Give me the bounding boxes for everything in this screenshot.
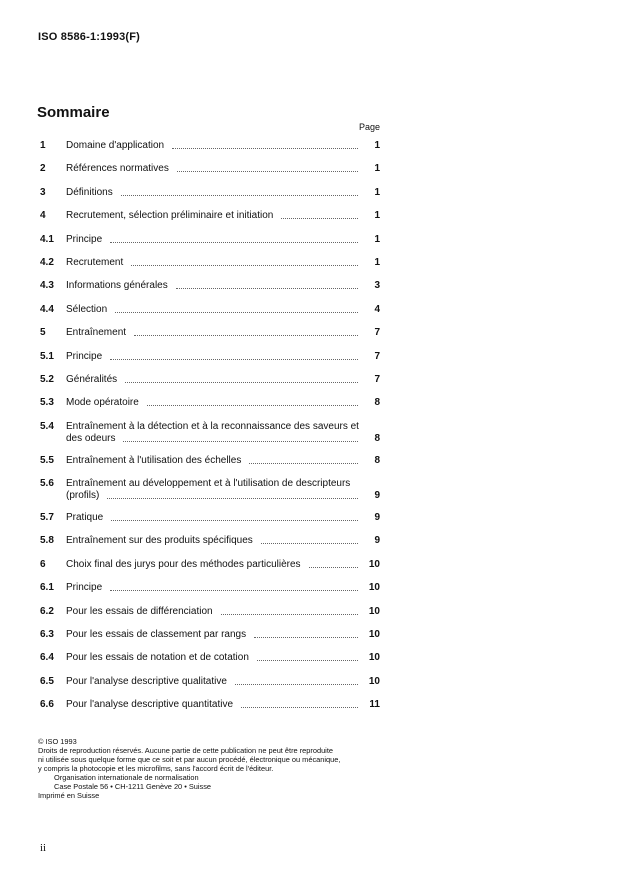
rights-line-3: y compris la photocopie et les microfilms, sans l'accord écrit de l'éditeur.: [38, 764, 274, 773]
toc-entry-page: 4: [374, 303, 380, 315]
toc-entry-number: 5.1: [40, 350, 54, 362]
toc-entry-page: 1: [374, 140, 380, 151]
toc-entry-page: 10: [368, 582, 380, 594]
dot-leader: [110, 242, 358, 243]
toc-entry: [40, 421, 380, 455]
toc-entry-page: 7: [374, 350, 380, 362]
toc-entry-page: 1: [374, 163, 380, 175]
copyright-footer: [38, 737, 388, 800]
toc-entry-number: 2: [40, 163, 46, 175]
toc-entry-title: Pour l'analyse descriptive qualitative: [66, 675, 227, 687]
toc-entry-number: 5.7: [40, 512, 54, 524]
dot-leader: [254, 637, 358, 638]
dot-leader: [121, 195, 358, 196]
toc-entry-page: 8: [374, 432, 380, 444]
dot-leader: [123, 441, 358, 442]
toc-entry-number: 5.8: [40, 535, 54, 547]
toc-entry-page: 1: [374, 256, 380, 268]
toc-entry-page: 8: [374, 454, 380, 466]
toc-entry-page: 10: [368, 629, 380, 641]
toc-entry-number: 5.4: [40, 420, 54, 432]
toc-entry-title: Entraînement à l'utilisation des échelles: [66, 454, 242, 466]
page-column-heading: Page: [358, 122, 380, 132]
toc-entry-page: 7: [374, 373, 380, 385]
dot-leader: [281, 218, 358, 219]
toc-entry: [40, 374, 380, 397]
dot-leader: [125, 382, 358, 383]
dot-leader: [172, 148, 358, 149]
toc-entry-title: Pour l'analyse descriptive quantitative: [66, 699, 234, 711]
dot-leader: [115, 312, 358, 313]
toc-entry-page: 10: [368, 605, 380, 617]
toc-entry-number: 5.6: [40, 478, 54, 490]
toc-entry-page: 8: [374, 397, 380, 409]
toc-entry-page: 10: [368, 675, 380, 687]
toc-entry-number: 4.4: [40, 303, 54, 315]
toc-entry-page: 11: [369, 699, 380, 711]
toc-entry: [40, 582, 380, 605]
toc-entry-title-continued: des odeurs: [66, 432, 116, 444]
toc-entry-title: Entraînement au développement et à l'utilisation de descripteurs: [66, 478, 351, 490]
toc-entry-number: 1: [40, 140, 46, 151]
toc-entry: [40, 478, 380, 512]
toc-entry-number: 6.5: [40, 675, 54, 687]
toc-entry-number: 5.5: [40, 454, 54, 466]
dot-leader: [309, 567, 358, 568]
toc-entry-title: Principe: [66, 233, 103, 245]
dot-leader: [177, 171, 358, 172]
toc-entry-number: 6.6: [40, 699, 54, 711]
toc-entry-number: 5.2: [40, 373, 54, 385]
dot-leader: [131, 265, 358, 266]
toc-entry-title: Entraînement sur des produits spécifiques: [66, 535, 253, 547]
dot-leader: [147, 405, 358, 406]
toc-entry-number: 4.2: [40, 256, 54, 268]
document-id: ISO 8586-1:1993(F): [38, 31, 141, 43]
toc-entry-title: Recrutement, sélection préliminaire et initiation: [66, 210, 274, 222]
dot-leader: [134, 335, 358, 336]
toc-entry: [40, 140, 380, 163]
toc-entry-title: Pratique: [66, 512, 104, 524]
toc-entry-title: Pour les essais de différenciation: [66, 605, 213, 617]
toc-entry-title: Pour les essais de classement par rangs: [66, 629, 247, 641]
toc-entry: [40, 559, 380, 582]
toc-entry: [40, 304, 380, 327]
organization-name: Organisation internationale de normalisation: [54, 773, 199, 782]
dot-leader: [107, 498, 358, 499]
toc-entry-title: Choix final des jurys pour des méthodes particulières: [66, 558, 301, 570]
toc-entry: [40, 606, 380, 629]
toc-entry-number: 3: [40, 186, 46, 198]
toc-entry: [40, 257, 380, 280]
dot-leader: [111, 520, 358, 521]
toc-entry-number: 6.3: [40, 629, 54, 641]
dot-leader: [235, 684, 358, 685]
toc-entry-page: 1: [374, 186, 380, 198]
organization-address: Case Postale 56 • CH-1211 Genève 20 • Suisse: [54, 782, 212, 791]
toc-entry-number: 6: [40, 558, 46, 570]
toc-entry-number: 5.3: [40, 397, 54, 409]
toc-entry-number: 4: [40, 210, 46, 222]
table-of-contents: [40, 140, 380, 723]
copyright-line: © ISO 1993: [38, 737, 77, 746]
toc-entry-title: Recrutement: [66, 256, 124, 268]
toc-entry-page: 9: [374, 535, 380, 547]
toc-entry-number: 6.4: [40, 652, 54, 664]
printed-in: Imprimé en Suisse: [38, 791, 100, 800]
toc-entry: [40, 512, 380, 535]
toc-entry-title: Références normatives: [66, 163, 169, 175]
rights-line-2: ni utilisée sous quelque forme que ce soit et par aucun procédé, électronique ou mécanique,: [38, 755, 341, 764]
toc-entry-number: 4.3: [40, 280, 54, 292]
toc-entry: [40, 652, 380, 675]
toc-entry: [40, 676, 380, 699]
rights-line-1: Droits de reproduction réservés. Aucune partie de cette publication ne peut être reproduite: [38, 746, 333, 755]
toc-entry: [40, 455, 380, 478]
toc-entry-title: Généralités: [66, 373, 118, 385]
toc-entry-title: Sélection: [66, 303, 108, 315]
toc-entry: [40, 351, 380, 374]
page-title: Sommaire: [37, 104, 110, 121]
toc-entry: [40, 210, 380, 233]
toc-entry-title-continued: (profils): [66, 490, 100, 502]
toc-entry: [40, 535, 380, 558]
toc-entry: [40, 397, 380, 420]
toc-entry-page: 10: [368, 558, 380, 570]
dot-leader: [221, 614, 358, 615]
toc-entry-title: Mode opératoire: [66, 397, 139, 409]
dot-leader: [249, 463, 358, 464]
toc-entry: [40, 699, 380, 722]
toc-entry-title: Principe: [66, 350, 103, 362]
toc-entry-title: Pour les essais de notation et de cotation: [66, 652, 249, 664]
dot-leader: [261, 543, 358, 544]
toc-entry-title: Domaine d'application: [66, 140, 165, 151]
toc-entry-page: 3: [374, 280, 380, 292]
toc-entry-title: Informations générales: [66, 280, 168, 292]
toc-entry-number: 6.1: [40, 582, 54, 594]
toc-entry-number: 6.2: [40, 605, 54, 617]
page-number: ii: [40, 842, 47, 854]
toc-entry-page: 7: [374, 327, 380, 339]
toc-entry-title: Entraînement: [66, 327, 127, 339]
dot-leader: [257, 660, 358, 661]
dot-leader: [110, 590, 358, 591]
toc-entry-number: 5: [40, 327, 46, 339]
toc-entry-page: 1: [374, 233, 380, 245]
toc-entry-title: Principe: [66, 582, 103, 594]
dot-leader: [176, 288, 358, 289]
toc-entry-title: Définitions: [66, 186, 113, 198]
toc-entry-page: 9: [374, 512, 380, 524]
toc-entry: [40, 327, 380, 350]
toc-entry: [40, 280, 380, 303]
toc-entry: [40, 629, 380, 652]
toc-entry-page: 1: [374, 210, 380, 222]
toc-entry-title: Entraînement à la détection et à la reconnaissance des saveurs et: [66, 420, 359, 432]
toc-entry: [40, 187, 380, 210]
dot-leader: [110, 359, 358, 360]
toc-entry-page: 9: [374, 490, 380, 502]
toc-entry: [40, 234, 380, 257]
toc-entry-page: 10: [368, 652, 380, 664]
toc-entry-number: 4.1: [40, 233, 54, 245]
toc-entry: [40, 163, 380, 186]
dot-leader: [241, 707, 358, 708]
